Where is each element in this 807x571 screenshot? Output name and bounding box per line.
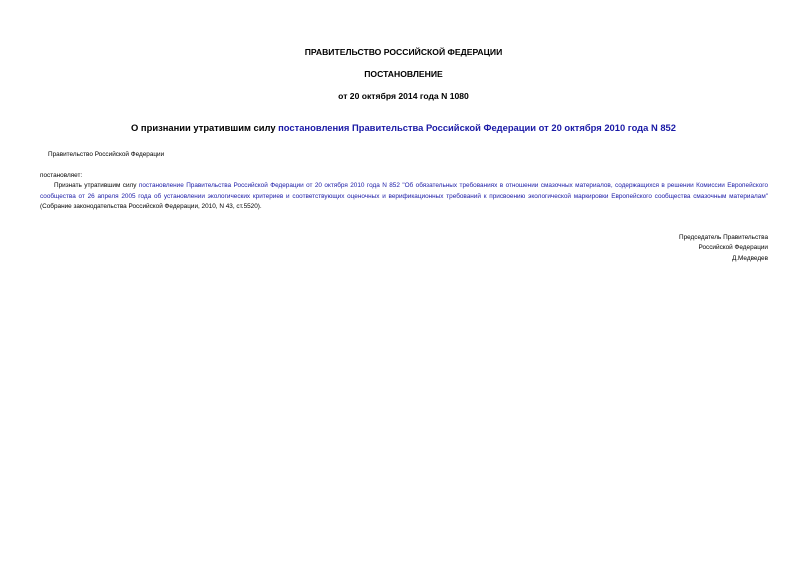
document-date-number: от 20 октября 2014 года N 1080 — [338, 91, 469, 101]
document-type-heading: ПОСТАНОВЛЕНИЕ — [364, 69, 443, 79]
signature-organization: Российской Федерации — [698, 244, 768, 252]
paragraph-link[interactable]: постановление Правительства Российской Федерации от 20 октября 2010 года N 852 "Об обязательных требованиях в отношении смазочных материалов, содержащихся в решении Комиссии Европейского сообщества от 26 апреля 2005 года об установлении экологических критериев и соответствующих оценочных и верификационных требований к присвоению экологической маркировки Европейского сообщества смазочным материалам" — [40, 182, 769, 200]
document-title — [0, 122, 807, 133]
paragraph-end: (Собрание законодательства Российской Федерации, 2010, N 43, ст.5520). — [40, 203, 262, 211]
title-link[interactable]: постановления Правительства Российской Федерации от 20 октября 2010 года N 852 — [278, 122, 676, 133]
main-paragraph — [40, 181, 768, 213]
preamble-text: Правительство Российской Федерации — [48, 151, 165, 158]
decides-text: постановляет: — [40, 172, 83, 179]
government-heading: ПРАВИТЕЛЬСТВО РОССИЙСКОЙ ФЕДЕРАЦИИ — [304, 47, 503, 57]
signature-name: Д.Медведев — [731, 254, 768, 262]
paragraph-start: Признать утратившим силу — [54, 182, 139, 189]
signature-position: Председатель Правительства — [679, 234, 768, 241]
title-prefix: О признании утратившим силу — [131, 122, 279, 133]
signature-block — [679, 233, 768, 264]
